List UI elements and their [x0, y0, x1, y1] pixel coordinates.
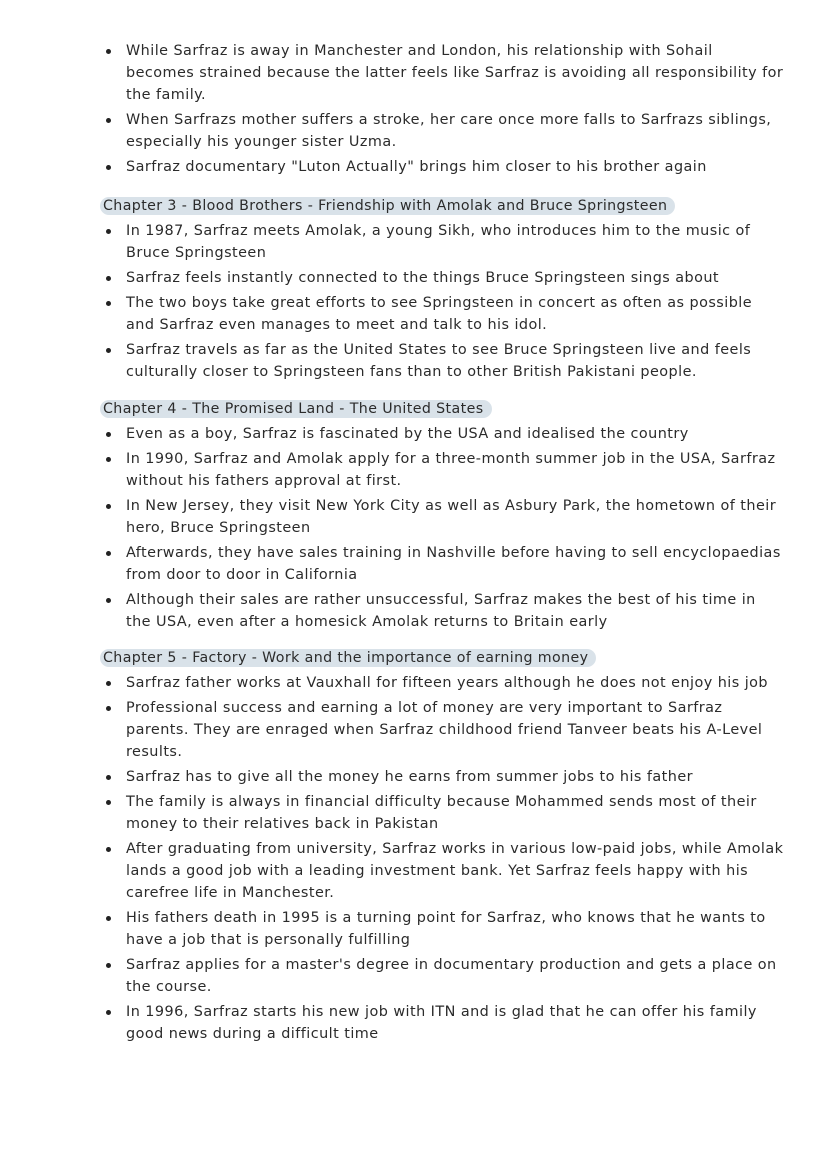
list-item: After graduating from university, Sarfraz works in various low-paid jobs, while Amolak lands a good job with a leading investment bank. Yet Sarfraz feels happy with his carefree life in Manchester.: [0, 838, 828, 904]
section-chapter-5: [0, 647, 828, 1048]
list-item: Even as a boy, Sarfraz is fascinated by the USA and idealised the country: [0, 423, 828, 445]
list-item: When Sarfrazs mother suffers a stroke, her care once more falls to Sarfrazs siblings, especially his younger sister Uzma.: [0, 109, 828, 153]
list-item: In 1996, Sarfraz starts his new job with ITN and is glad that he can offer his family good news during a difficult time: [0, 1001, 828, 1045]
chapter-heading: Chapter 5 - Factory - Work and the importance of earning money: [100, 649, 596, 667]
list-item: Sarfraz has to give all the money he earns from summer jobs to his father: [0, 766, 828, 788]
bullet-list: [0, 220, 828, 383]
chapter-heading: Chapter 3 - Blood Brothers - Friendship with Amolak and Bruce Springsteen: [100, 197, 675, 215]
list-item: In 1987, Sarfraz meets Amolak, a young Sikh, who introduces him to the music of Bruce Springsteen: [0, 220, 828, 264]
list-item: The family is always in financial difficulty because Mohammed sends most of their money to their relatives back in Pakistan: [0, 791, 828, 835]
list-item: Sarfraz feels instantly connected to the things Bruce Springsteen sings about: [0, 267, 828, 289]
section-chapter-3: [0, 195, 828, 386]
list-item: Sarfraz father works at Vauxhall for fifteen years although he does not enjoy his job: [0, 672, 828, 694]
list-item: In New Jersey, they visit New York City as well as Asbury Park, the hometown of their hero, Bruce Springsteen: [0, 495, 828, 539]
section-chapter-4: [0, 398, 828, 636]
list-item: Although their sales are rather unsuccessful, Sarfraz makes the best of his time in the USA, even after a homesick Amolak returns to Britain early: [0, 589, 828, 633]
bullet-list: [0, 672, 828, 1045]
list-item: The two boys take great efforts to see Springsteen in concert as often as possible and Sarfraz even manages to meet and talk to his idol.: [0, 292, 828, 336]
section-intro: [0, 40, 828, 181]
list-item: Sarfraz applies for a master's degree in documentary production and gets a place on the course.: [0, 954, 828, 998]
bullet-list: [0, 40, 828, 178]
list-item: Professional success and earning a lot of money are very important to Sarfraz parents. They are enraged when Sarfraz childhood friend Tanveer beats his A-Level results.: [0, 697, 828, 763]
bullet-list: [0, 423, 828, 633]
list-item: Sarfraz travels as far as the United States to see Bruce Springsteen live and feels culturally closer to Springsteen fans than to other British Pakistani people.: [0, 339, 828, 383]
list-item: While Sarfraz is away in Manchester and London, his relationship with Sohail becomes strained because the latter feels like Sarfraz is avoiding all responsibility for the family.: [0, 40, 828, 106]
list-item: Sarfraz documentary "Luton Actually" brings him closer to his brother again: [0, 156, 828, 178]
list-item: Afterwards, they have sales training in Nashville before having to sell encyclopaedias from door to door in California: [0, 542, 828, 586]
list-item: His fathers death in 1995 is a turning point for Sarfraz, who knows that he wants to have a job that is personally fulfilling: [0, 907, 828, 951]
list-item: In 1990, Sarfraz and Amolak apply for a three-month summer job in the USA, Sarfraz without his fathers approval at first.: [0, 448, 828, 492]
chapter-heading: Chapter 4 - The Promised Land - The United States: [100, 400, 492, 418]
